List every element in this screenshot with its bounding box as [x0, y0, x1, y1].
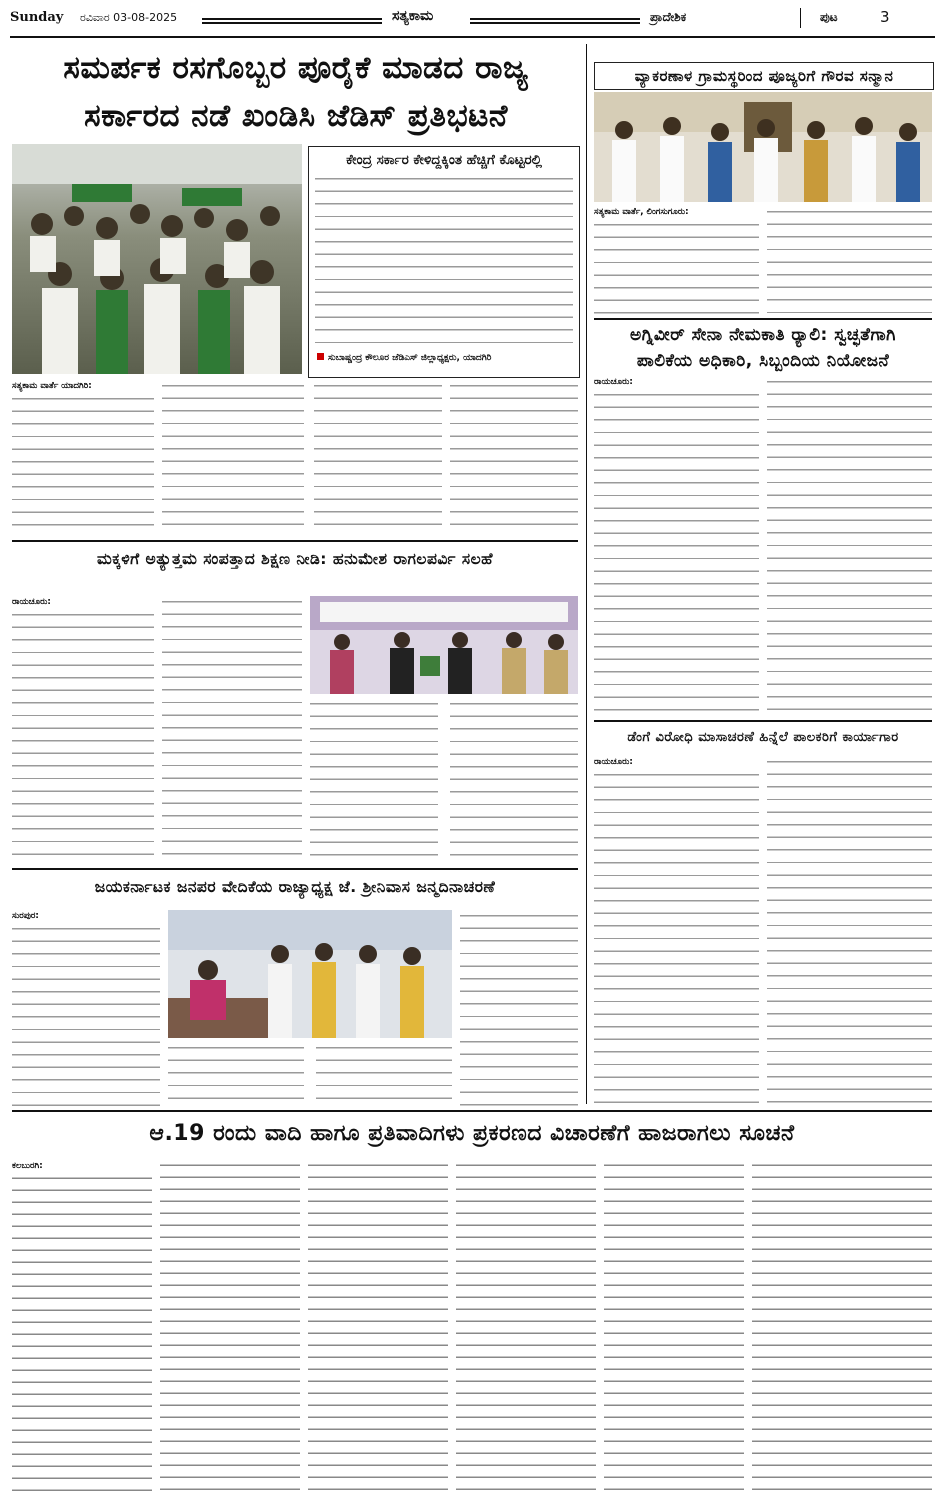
- felicitation-illustration: [594, 92, 932, 202]
- edition-day: Sunday: [10, 10, 64, 25]
- article-4-headline: ಮಕ್ಕಳಿಗೆ ಅತ್ಯುತ್ತಮ ಸಂಪತ್ತಾದ ಶಿಕ್ಷಣ ನೀಡಿ: ಹನುಮೇಶ ರಾಗಲಪರ್ವಿ ಸಲಹೆ: [97, 550, 493, 568]
- article-1-headline-line1: ಸಮರ್ಪಕ ರಸಗೊಬ್ಬರ ಪೂರೈಕೆ ಮಾಡದ ರಾಜ್ಯ: [63, 50, 529, 86]
- page-header: [10, 8, 935, 34]
- article-4-photo: [310, 596, 578, 694]
- page-number: 3: [880, 8, 890, 26]
- article-3-headline-line2: ಪಾಲಿಕೆಯ ಅಧಿಕಾರಿ, ಸಿಬ್ಬಂದಿಯ ನಿಯೋಜನೆ: [636, 351, 890, 371]
- article-6-body-right: [460, 910, 578, 1106]
- article-6-body-middle: [168, 1042, 452, 1106]
- article-4-body-left: [12, 596, 302, 864]
- school-event-illustration: [310, 596, 578, 694]
- article-7-body: [12, 1160, 932, 1500]
- article-1-body: [12, 380, 578, 535]
- article-1-dateline: ಸತ್ಯಕಾಮ ವಾರ್ತೆ ಯಾದಗಿರಿ:: [12, 381, 92, 391]
- article-3-dateline: ರಾಯಚೂರು:: [594, 377, 633, 387]
- article-5-dateline: ರಾಯಚೂರು:: [594, 757, 633, 767]
- section-name: ಪ್ರಾದೇಶಿಕ: [650, 10, 687, 24]
- article-2-body: [594, 206, 932, 314]
- article-1-headline-line2: ಸರ್ಕಾರದ ನಡೆ ಖಂಡಿಸಿ ಜೆಡಿಸ್ ಪ್ರತಿಭಟನೆ: [84, 98, 508, 134]
- article-3-headline-line1: ಅಗ್ನಿವೀರ್ ಸೇನಾ ನೇಮಕಾತಿ ರ್‍ಯಾಲಿ: ಸ್ವಚ್ಛತೆಗಾಗಿ: [630, 325, 896, 345]
- article-6-dateline: ಸುರಪುರ:: [12, 911, 39, 921]
- article-4-body-right: [310, 698, 578, 864]
- article-4-dateline: ರಾಯಚೂರು:: [12, 597, 51, 607]
- bullet-square-icon: [317, 353, 324, 360]
- article-1-box-title: ಕೇಂದ್ರ ಸರ್ಕಾರ ಕೇಳಿದ್ದಕ್ಕಿಂತ ಹೆಚ್ಚಿಗೆ ಕೊಟ್ಟರಲ್ಲಿ: [346, 152, 542, 168]
- hospital-visit-illustration: [168, 910, 452, 1038]
- article-6-photo: [168, 910, 452, 1038]
- article-1-box-text: [315, 173, 573, 349]
- page-label: ಪುಟ: [820, 10, 838, 24]
- article-3-headline: [594, 322, 932, 374]
- article-6-body-left: [12, 910, 160, 1106]
- article-7-headline: ಆ.19 ರಂದು ವಾದಿ ಹಾಗೂ ಪ್ರತಿವಾದಿಗಳು ಪ್ರಕರಣದ ವಿಚಾರಣೆಗೆ ಹಾಜರಾಗಲು ಸೂಚನೆ: [149, 1121, 795, 1146]
- article-3-body: [594, 376, 932, 716]
- masthead: ಸತ್ಯಕಾಮ: [392, 8, 434, 24]
- article-6-headline: ಜಯಕರ್ನಾಟಕ ಜನಪರ ವೇದಿಕೆಯ ರಾಜ್ಯಾಧ್ಯಕ್ಷ ಜೆ. ಶ್ರೀನಿವಾಸ ಜನ್ಮದಿನಾಚರಣೆ: [94, 878, 496, 896]
- article-1-photo: [12, 144, 302, 374]
- article-5-body: [594, 756, 932, 1106]
- article-1-headline: [12, 44, 580, 140]
- article-1-quote-box: [308, 146, 580, 378]
- article-2-dateline: ಸತ್ಯಕಾಮ ವಾರ್ತೆ, ಲಿಂಗಸುಗೂರು:: [594, 207, 689, 217]
- article-5-headline: ಡೆಂಗೆ ವಿರೋಧಿ ಮಾಸಾಚರಣೆ ಹಿನ್ನೆಲೆ ಪಾಲಕರಿಗೆ ಕಾರ್ಯಾಗಾರ: [627, 730, 899, 745]
- article-7-dateline: ಕಲಬುರಗಿ:: [12, 1161, 43, 1171]
- crowd-illustration: [12, 144, 302, 374]
- article-2-photo: [594, 92, 932, 202]
- article-1-box-credit: ಸುಬಾಷ್ಚಂದ್ರ ಕೌಲೂರ ಜೆಡಿಎಸ್ ಜಿಲ್ಲಾಧ್ಯಕ್ಷರು, ಯಾದಗಿರಿ: [328, 353, 492, 363]
- edition-date: ರವಿವಾರ 03-08-2025: [80, 11, 178, 24]
- article-2-headline: ವ್ಯಾಕರಣಾಳ ಗ್ರಾಮಸ್ಥರಿಂದ ಪೂಜ್ಯರಿಗೆ ಗೌರವ ಸನ್ಮಾನ: [594, 62, 934, 90]
